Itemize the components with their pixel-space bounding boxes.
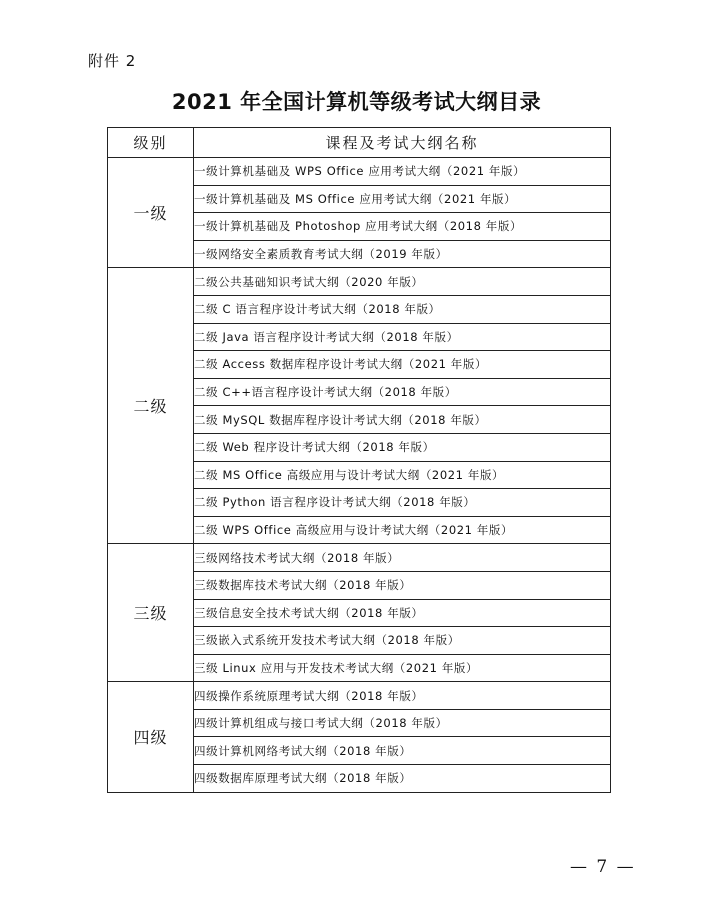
course-cell: 二级 Java 语言程序设计考试大纲（2018 年版）: [194, 323, 611, 351]
course-cell: 三级数据库技术考试大纲（2018 年版）: [194, 571, 611, 599]
course-cell: 四级数据库原理考试大纲（2018 年版）: [194, 765, 611, 793]
course-cell: 二级 WPS Office 高级应用与设计考试大纲（2021 年版）: [194, 516, 611, 544]
level-cell: 二级: [108, 268, 194, 544]
course-cell: 一级计算机基础及 Photoshop 应用考试大纲（2018 年版）: [194, 213, 611, 241]
table-row: [108, 682, 611, 710]
header-course: 课程及考试大纲名称: [194, 128, 611, 158]
course-cell: 三级信息安全技术考试大纲（2018 年版）: [194, 599, 611, 627]
course-cell: 一级计算机基础及 MS Office 应用考试大纲（2021 年版）: [194, 185, 611, 213]
course-cell: 三级网络技术考试大纲（2018 年版）: [194, 544, 611, 572]
course-cell: 二级 Web 程序设计考试大纲（2018 年版）: [194, 433, 611, 461]
course-cell: 二级 C 语言程序设计考试大纲（2018 年版）: [194, 295, 611, 323]
table-header-row: [108, 128, 611, 158]
course-cell: 三级 Linux 应用与开发技术考试大纲（2021 年版）: [194, 654, 611, 682]
course-cell: 二级公共基础知识考试大纲（2020 年版）: [194, 268, 611, 296]
syllabus-table: [107, 127, 611, 793]
level-cell: 一级: [108, 158, 194, 268]
table-row: [108, 544, 611, 572]
table-row: [108, 268, 611, 296]
page-title: 2021 年全国计算机等级考试大纲目录: [171, 90, 542, 114]
course-cell: 一级网络安全素质教育考试大纲（2019 年版）: [194, 240, 611, 268]
header-level: 级别: [108, 128, 194, 158]
page-number: — 7 —: [570, 857, 636, 877]
course-cell: 二级 MySQL 数据库程序设计考试大纲（2018 年版）: [194, 406, 611, 434]
course-cell: 三级嵌入式系统开发技术考试大纲（2018 年版）: [194, 627, 611, 655]
course-cell: 四级操作系统原理考试大纲（2018 年版）: [194, 682, 611, 710]
course-cell: 二级 Python 语言程序设计考试大纲（2018 年版）: [194, 489, 611, 517]
course-cell: 四级计算机网络考试大纲（2018 年版）: [194, 737, 611, 765]
course-cell: 二级 C++语言程序设计考试大纲（2018 年版）: [194, 378, 611, 406]
course-cell: 二级 Access 数据库程序设计考试大纲（2021 年版）: [194, 351, 611, 379]
course-cell: 一级计算机基础及 WPS Office 应用考试大纲（2021 年版）: [194, 158, 611, 186]
level-cell: 四级: [108, 682, 194, 792]
level-cell: 三级: [108, 544, 194, 682]
attachment-label: 附件 2: [88, 52, 137, 70]
course-cell: 二级 MS Office 高级应用与设计考试大纲（2021 年版）: [194, 461, 611, 489]
table-row: [108, 158, 611, 186]
course-cell: 四级计算机组成与接口考试大纲（2018 年版）: [194, 709, 611, 737]
